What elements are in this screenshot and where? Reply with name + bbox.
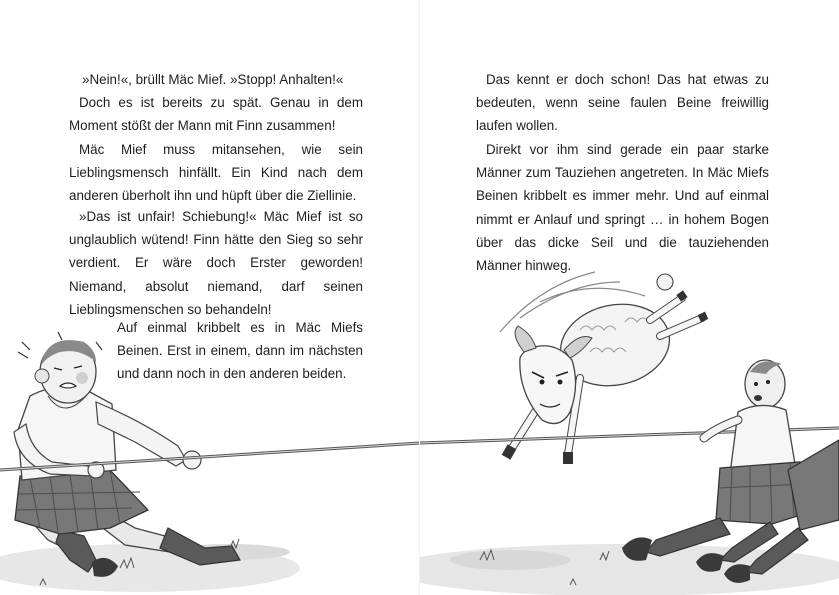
paragraph: »Das ist unfair! Schiebung!« Mäc Mief ist so unglaublich wütend! Finn hätte den Sieg so sehr verdient. Er wäre doch Erster geworden! Niemand, absolut niemand, darf seinen Lieblingsmenschen so behandeln! [69,209,363,317]
paragraph: Doch es ist bereits zu spät. Genau in dem Moment stößt der Mann mit Finn zusammen! [69,95,363,134]
sheep-jump-illustration [420,0,839,595]
paragraph: Mäc Mief muss mitansehen, wie sein Lieblingsmensch hinfällt. Ein Kind nach dem anderen überholt ihn und hüpft über die Ziellinie. [69,142,363,204]
paragraph: »Nein!«, brüllt Mäc Mief. »Stopp! Anhalten!« [82,72,344,87]
paragraph: Direkt vor ihm sind gerade ein paar starke Männer zum Tauziehen angetreten. In Mäc Miefs Beinen kribbelt es immer mehr. Und auf einmal nimmt er Anlauf und springt … in hohem Bogen über das dicke Seil und die tauziehenden Männer hinweg. [476,142,769,274]
paragraph: Das kennt er doch schon! Das hat etwas zu bedeuten, wenn seine faulen Beine freiwillig laufen wollen. [476,72,769,134]
paragraph: Auf einmal kribbelt es in Mäc Miefs Beinen. Erst in einem, dann im nächsten und dann noch in den anderen beiden. [117,320,363,382]
right-page [420,0,839,595]
